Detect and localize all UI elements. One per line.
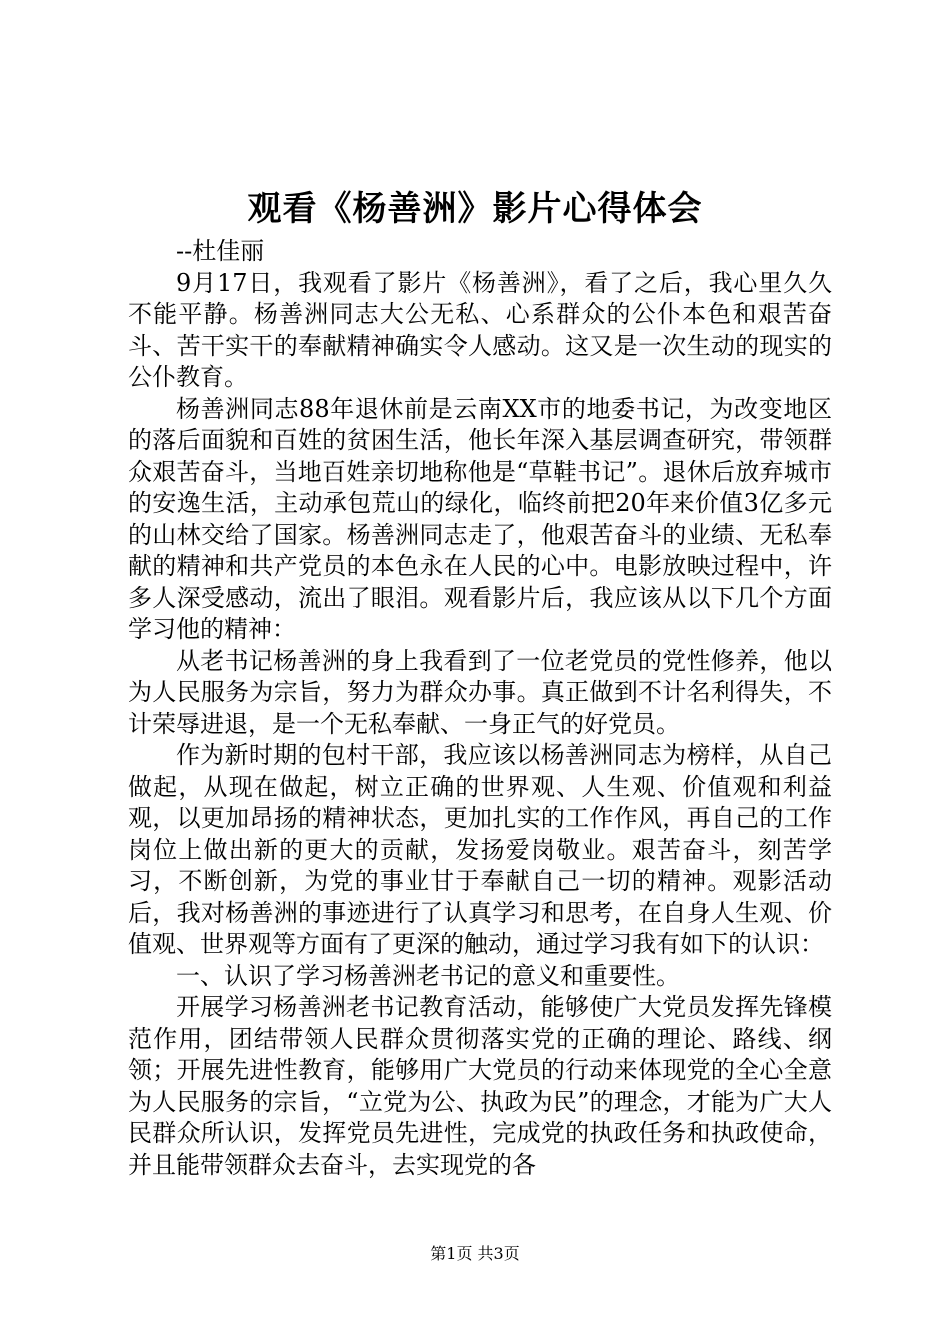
- document-body: [128, 236, 832, 1181]
- document-title: 观看《杨善洲》影片心得体会: [247, 189, 703, 229]
- body-paragraph: 杨善洲同志88年退休前是云南XX市的地委书记，为改变地区的落后面貌和百姓的贫困生活，他长年深入基层调查研究，带领群众艰苦奋斗，当地百姓亲切地称他是“草鞋书记”。退休后放弃城市的安逸生活，主动承包荒山的绿化，临终前把20年来价值3亿多元的山林交给了国家。杨善洲同志走了，他艰苦奋斗的业绩、无私奉献的精神和共产党员的本色永在人民的心中。电影放映过程中，许多人深受感动，流出了眼泪。观看影片后，我应该从以下几个方面学习他的精神：: [128, 394, 832, 643]
- author-line: --杜佳丽: [176, 237, 265, 265]
- body-paragraph: 从老书记杨善洲的身上我看到了一位老党员的党性修养，他以为人民服务为宗旨，努力为群众办事。真正做到不计名利得失，不计荣辱进退，是一个无私奉献、一身正气的好党员。: [128, 646, 832, 738]
- body-paragraph: 开展学习杨善洲老书记教育活动，能够使广大党员发挥先锋模范作用，团结带领人民群众贯彻落实党的正确的理论、路线、纲领；开展先进性教育，能够用广大党员的行动来体现党的全心全意为人民服务的宗旨，“立党为公、执政为民”的理念，才能为广大人民群众所认识，发挥党员先进性，完成党的执政任务和执政使命，并且能带领群众去奋斗，去实现党的各: [128, 993, 832, 1179]
- section-heading: 一、认识了学习杨善洲老书记的意义和重要性。: [176, 961, 680, 990]
- body-paragraph: 作为新时期的包村干部，我应该以杨善洲同志为榜样，从自己做起，从现在做起，树立正确的世界观、人生观、价值观和利益观，以更加昂扬的精神状态，更加扎实的工作作风，再自己的工作岗位上做出新的更大的贡献，发扬爱岗敬业。艰苦奋斗，刻苦学习，不断创新，为党的事业甘于奉献自己一切的精神。观影活动后，我对杨善洲的事迹进行了认真学习和思考，在自身人生观、价值观、世界观等方面有了更深的触动，通过学习我有如下的认识：: [128, 741, 832, 958]
- body-paragraph: 9月17日，我观看了影片《杨善洲》，看了之后，我心里久久不能平静。杨善洲同志大公无私、心系群众的公仆本色和艰苦奋斗、苦干实干的奉献精神确实令人感动。这又是一次生动的现实的公仆教育。: [128, 268, 832, 391]
- page-footer: 第1页 共3页: [430, 1244, 520, 1263]
